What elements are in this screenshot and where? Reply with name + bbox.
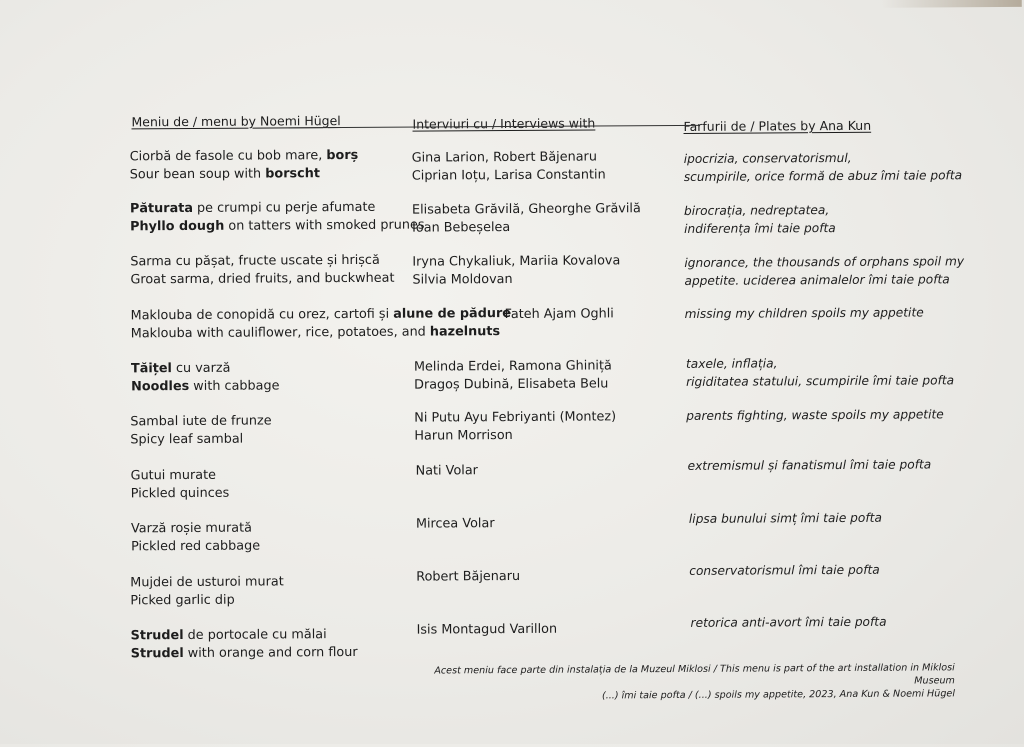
- interviewee-line: Harun Morrison: [414, 426, 616, 445]
- dish-name-ro: [131, 467, 230, 485]
- footer-line-2: (...) îmi taie pofta / (...) spoils my appetite, 2023, Ana Kun & Noemi Hügel: [407, 687, 955, 703]
- dish-item: [131, 626, 358, 662]
- dish-item: [131, 305, 512, 342]
- plate-line: parents fighting, waste spoils my appetite: [686, 406, 944, 425]
- dish-name-en-pre: Maklouba with cauliflower, rice, potatoes, and: [131, 324, 430, 341]
- dish-item: [130, 252, 394, 289]
- paper-edge-shadow: [882, 0, 1022, 8]
- dish-item: [130, 573, 284, 609]
- dish-name-ro: [130, 252, 394, 271]
- dish-name-ro-post: de portocale cu mălai: [184, 627, 327, 643]
- dish-name-ro: [130, 412, 271, 430]
- interviewee-line: Ni Putu Ayu Febriyanti (Montez): [414, 408, 616, 427]
- plate-text: [684, 253, 964, 290]
- dish-name-ro-post: cu varză: [172, 361, 231, 376]
- dish-name-ro-bold: borș: [326, 148, 358, 163]
- interviewee-line: Mircea Volar: [416, 515, 495, 533]
- interviewee-line: Isis Montagud Varillon: [417, 621, 558, 639]
- dish-item: [130, 412, 272, 448]
- interviewees: [416, 568, 520, 586]
- interviewee-line: Iryna Chykaliuk, Mariia Kovalova: [412, 252, 620, 271]
- interviewees: [414, 408, 616, 444]
- plate-line: retorica anti-avort îmi taie pofta: [690, 614, 886, 633]
- header-menu: Meniu de / menu by Noemi Hügel: [131, 113, 340, 129]
- dish-name-ro: [130, 199, 424, 218]
- plate-text: [690, 614, 886, 633]
- dish-name-en-bold: Phyllo dough: [130, 218, 224, 234]
- dish-name-en-pre: Pickled red cabbage: [131, 538, 260, 554]
- interviewees: [412, 200, 641, 236]
- plate-line: ignorance, the thousands of orphans spoil my: [684, 253, 964, 272]
- dish-name-en-post: with orange and corn flour: [184, 644, 358, 660]
- dish-name-ro-bold: Tăițel: [131, 361, 172, 376]
- plate-line: birocrația, nedreptatea,: [684, 202, 836, 220]
- dish-name-en-post: with cabbage: [189, 378, 279, 394]
- interviewee-line: Nati Volar: [416, 462, 478, 480]
- interviewee-line: Gina Larion, Robert Băjenaru: [412, 148, 606, 167]
- dish-name-en-pre: Picked garlic dip: [130, 592, 234, 608]
- dish-name-ro-post: pe crumpi cu perje afumate: [193, 200, 375, 216]
- interviewees: [412, 148, 606, 184]
- dish-name-ro-pre: Sambal iute de frunze: [130, 413, 271, 429]
- plate-text: [686, 406, 944, 425]
- interviewees: [505, 305, 614, 323]
- dish-name-ro-pre: Maklouba de conopidă cu orez, cartofi și: [131, 307, 394, 324]
- interviewee-line: Melinda Erdei, Ramona Ghiniță: [414, 357, 612, 376]
- plate-line: appetite. uciderea animalelor îmi taie pofta: [684, 271, 964, 290]
- dish-name-ro-bold: Păturata: [130, 201, 193, 216]
- plate-line: extremismul și fanatismul îmi taie pofta: [688, 456, 932, 475]
- plate-line: missing my children spoils my appetite: [685, 304, 924, 323]
- dish-name-en-bold: hazelnuts: [430, 324, 500, 339]
- dish-name-en-pre: Spicy leaf sambal: [130, 431, 243, 447]
- dish-name-en: [131, 323, 511, 343]
- dish-name-en: [131, 643, 358, 662]
- interviewee-line: Ciprian Ioțu, Larisa Constantin: [412, 166, 606, 185]
- dish-name-en-bold: Noodles: [131, 378, 189, 393]
- plate-text: [686, 354, 954, 391]
- dish-item: [130, 147, 359, 183]
- dish-name-ro-pre: Ciorbă de fasole cu bob mare,: [130, 148, 327, 164]
- dish-name-en-pre: Sour bean soup with: [130, 166, 266, 182]
- dish-name-en: [131, 484, 230, 502]
- dish-item: [131, 467, 230, 503]
- header-plates: Farfurii de / Plates by Ana Kun: [683, 118, 871, 134]
- header-interviews: Interviuri cu / Interviews with: [412, 115, 595, 131]
- dish-name-en-bold: borscht: [265, 166, 320, 181]
- plate-line: taxele, inflația,: [686, 354, 954, 373]
- dish-name-en-pre: Pickled quinces: [131, 485, 230, 501]
- plate-line: lipsa bunului simț îmi taie pofta: [689, 510, 882, 529]
- footer-line-1: Acest meniu face parte din instalația de la Muzeul Miklosi / This menu is part of the art installation in Miklosi Museum: [407, 661, 955, 690]
- dish-name-ro-pre: Sarma cu pășat, fructe uscate și hrișcă: [130, 253, 380, 270]
- dish-name-ro: [131, 520, 260, 538]
- interviewees: [416, 462, 478, 480]
- plate-text: [688, 456, 932, 475]
- dish-name-ro-pre: Varză roșie murată: [131, 521, 252, 537]
- interviewee-line: Ioan Bebeșelea: [412, 218, 641, 237]
- plate-text: [689, 510, 882, 529]
- plate-line: conservatorismul îmi taie pofta: [689, 562, 880, 581]
- dish-name-en-bold: Strudel: [131, 646, 184, 661]
- dish-name-ro: [131, 359, 279, 377]
- dish-name-en: [130, 591, 284, 609]
- dish-name-en-pre: Groat sarma, dried fruits, and buckwheat: [130, 270, 394, 287]
- dish-name-ro: [130, 573, 284, 591]
- dish-name-ro: [131, 305, 511, 325]
- plate-line: rigiditatea statului, scumpirile îmi taie pofta: [686, 372, 954, 391]
- dish-name-ro-bold: alune de pădure: [393, 306, 511, 322]
- interviewee-line: Silvia Moldovan: [412, 270, 620, 289]
- dish-name-ro: [130, 147, 359, 166]
- plate-text: [689, 562, 880, 581]
- interviewees: [416, 515, 495, 533]
- footer-note: [407, 661, 955, 703]
- dish-name-en: [131, 377, 279, 395]
- interviewee-line: Dragoș Dubină, Elisabeta Belu: [414, 375, 612, 394]
- dish-name-ro: [131, 626, 358, 645]
- dish-item: [131, 359, 280, 395]
- plate-text: [684, 202, 836, 238]
- interviewee-line: Robert Băjenaru: [416, 568, 520, 586]
- dish-name-en: [130, 269, 394, 288]
- plate-line: indiferența îmi taie pofta: [684, 220, 836, 238]
- dish-item: [131, 520, 260, 556]
- dish-name-ro-pre: Mujdei de usturoi murat: [130, 574, 284, 590]
- plate-line: ipocrizia, conservatorismul,: [684, 149, 962, 168]
- plate-line: scumpirile, orice formă de abuz îmi taie pofta: [684, 167, 962, 186]
- dish-name-en: [130, 164, 359, 183]
- dish-name-en: [131, 537, 260, 555]
- dish-name-ro-bold: Strudel: [131, 628, 184, 643]
- menu-rows: [0, 0, 1022, 3]
- dish-name-en: [130, 216, 424, 235]
- interviewee-line: Elisabeta Grăvilă, Gheorghe Grăvilă: [412, 200, 641, 219]
- interviewees: [412, 252, 620, 288]
- plate-text: [684, 149, 962, 186]
- interviewee-line: Fateh Ajam Oghli: [505, 305, 614, 323]
- dish-name-en-post: on tatters with smoked prunes: [224, 217, 424, 233]
- plate-text: [685, 304, 924, 323]
- interviewees: [414, 357, 612, 393]
- interviewees: [417, 621, 558, 639]
- dish-name-en: [130, 430, 271, 448]
- dish-name-ro-pre: Gutui murate: [131, 468, 216, 484]
- dish-item: [130, 199, 425, 236]
